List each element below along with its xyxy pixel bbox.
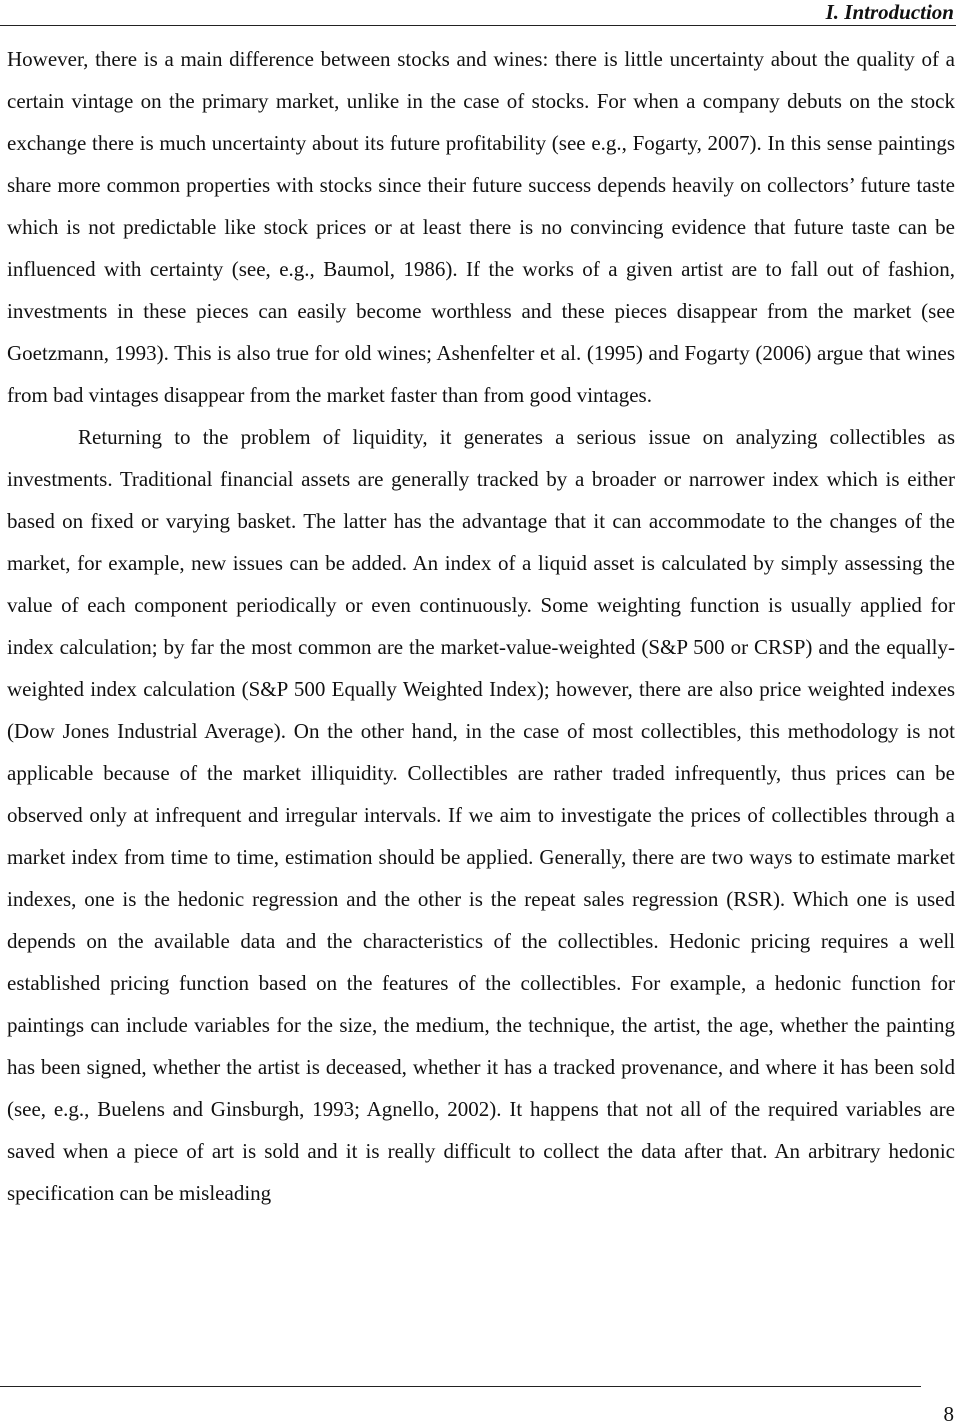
page-number: 8 xyxy=(943,1402,954,1426)
header-rule xyxy=(0,25,956,26)
paragraph-1: However, there is a main difference between stocks and wines: there is little uncertainty about the quality of a certain vintage on the primary market, unlike in the case of stocks. For when a company debuts on the stock exchange there is much uncertainty about its future profitability (see e.g., Fogarty, 2007). In this sense paintings share more common properties with stocks since their future success depends heavily on collectors’ future taste which is not predictable like stock prices or at least there is no convincing evidence that future taste can be influenced with certainty (see, e.g., Baumol, 1986). If the works of a given artist are to fall out of fashion, investments in these pieces can easily become worthless and these pieces disappear from the market (see Goetzmann, 1993). This is also true for old wines; Ashenfelter et al. (1995) and Fogarty (2006) argue that wines from bad vintages disappear from the market faster than from good vintages. xyxy=(7,47,955,407)
running-header-section-title: I. Introduction xyxy=(825,0,954,24)
body-text xyxy=(7,38,955,1214)
footer-rule xyxy=(0,1386,921,1387)
paragraph-2: Returning to the problem of liquidity, it generates a serious issue on analyzing collectibles as investments. Traditional financial assets are generally tracked by a broader or narrower index which is either based on fixed or varying basket. The latter has the advantage that it can accommodate to the changes of the market, for example, new issues can be added. An index of a liquid asset is calculated by simply assessing the value of each component periodically or even continuously. Some weighting function is usually applied for index calculation; by far the most common are the market-value-weighted (S&P 500 or CRSP) and the equally-weighted index calculation (S&P 500 Equally Weighted Index); however, there are also price weighted indexes (Dow Jones Industrial Average). On the other hand, in the case of most collectibles, this methodology is not applicable because of the market illiquidity. Collectibles are rather traded infrequently, thus prices can be observed only at infrequent and irregular intervals. If we aim to investigate the prices of collectibles through a market index from time to time, estimation should be applied. Generally, there are two ways to estimate market indexes, one is the hedonic regression and the other is the repeat sales regression (RSR). Which one is used depends on the available data and the characteristics of the collectibles. Hedonic pricing requires a well established pricing function based on the features of the collectibles. For example, a hedonic function for paintings can include variables for the size, the medium, the technique, the artist, the age, whether the painting has been signed, whether the artist is deceased, whether it has a tracked provenance, and where it has been sold (see, e.g., Buelens and Ginsburgh, 1993; Agnello, 2002). It happens that not all of the required variables are saved when a piece of art is sold and it is really difficult to collect the data after that. An arbitrary hedonic specification can be misleading xyxy=(7,425,955,1205)
